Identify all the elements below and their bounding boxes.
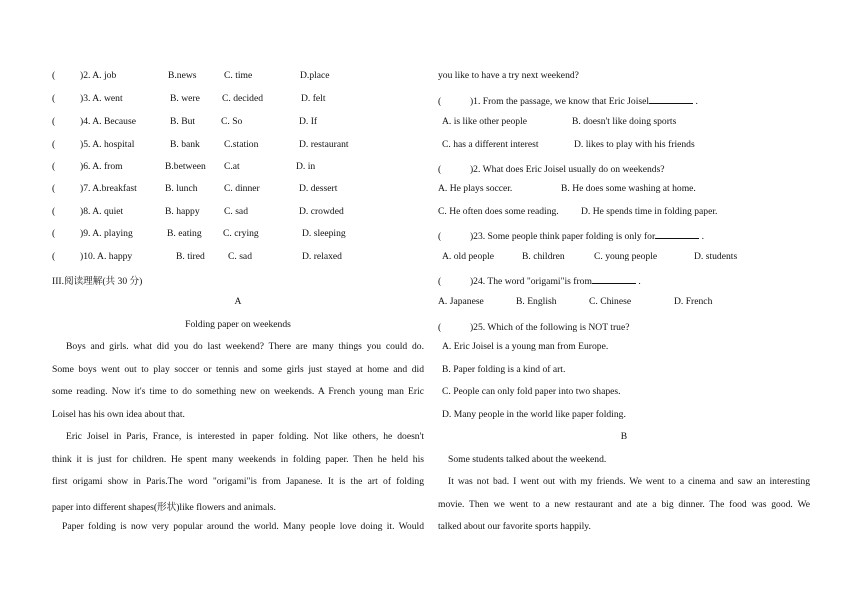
question-option-a: )8. A. quiet xyxy=(80,206,124,217)
question-2: ( )2. What does Eric Joisel usually do on weekends? xyxy=(438,164,665,175)
passage-line: Loisel has his own idea about that. xyxy=(52,409,185,420)
passage-line: Eric Joisel in Paris, France, is interested in paper folding. Not like others, he doesn't xyxy=(66,431,424,442)
option-d: D. likes to play with his friends xyxy=(574,139,695,150)
passage-continuation: you like to have a try next weekend? xyxy=(438,70,579,81)
option-a: A. He plays soccer. xyxy=(438,183,513,194)
question-option-d: D. felt xyxy=(301,93,326,104)
question-option-c: C. sad xyxy=(224,206,248,217)
answer-blank[interactable] xyxy=(649,95,693,104)
option-b: B. English xyxy=(516,296,557,307)
answer-bracket[interactable]: ( xyxy=(52,228,56,239)
question-option-a: )7. A.breakfast xyxy=(80,183,137,194)
section-heading: III.阅读理解(共 30 分) xyxy=(52,276,143,287)
option-d: D. Many people in the world like paper folding. xyxy=(442,409,626,420)
question-option-a: )10. A. happy xyxy=(80,251,133,262)
answer-bracket[interactable]: ( xyxy=(52,161,56,172)
answer-bracket[interactable]: ( xyxy=(52,93,56,104)
option-b: B. Paper folding is a kind of art. xyxy=(442,364,566,375)
question-option-a: )6. A. from xyxy=(80,161,123,172)
question-option-c: C. So xyxy=(221,116,243,127)
answer-bracket[interactable]: ( xyxy=(52,139,56,150)
passage-line: It was not bad. I went out with my friends. We went to a cinema and saw an interesting xyxy=(448,476,810,487)
question-option-c: C. crying xyxy=(223,228,259,239)
question-option-a: )4. A. Because xyxy=(80,116,136,127)
option-b: B. children xyxy=(522,251,565,262)
question-option-c: C.station xyxy=(224,139,259,150)
option-c: C. People can only fold paper into two shapes. xyxy=(442,386,621,397)
question-option-d: D. in xyxy=(296,161,316,172)
answer-blank[interactable] xyxy=(655,230,699,239)
question-option-d: D. If xyxy=(299,116,318,127)
question-23 xyxy=(438,228,704,242)
question-option-b: B.news xyxy=(168,70,197,81)
passage-line: think it is just for children. He spent many weekends in folding paper. Then he held his xyxy=(52,454,424,465)
option-d: D. students xyxy=(694,251,738,262)
question-option-b: B. happy xyxy=(165,206,200,217)
question-option-a: )5. A. hospital xyxy=(80,139,135,150)
question-option-b: B. eating xyxy=(167,228,202,239)
question-option-d: D. sleeping xyxy=(302,228,346,239)
option-a: A. Japanese xyxy=(438,296,484,307)
question-option-a: )3. A. went xyxy=(80,93,123,104)
question-option-c: C. dinner xyxy=(224,183,260,194)
option-b: B. He does some washing at home. xyxy=(561,183,696,194)
answer-bracket[interactable]: ( xyxy=(52,183,56,194)
question-option-a: )2. A. job xyxy=(80,70,117,81)
question-option-b: B. lunch xyxy=(165,183,198,194)
option-d: D. He spends time in folding paper. xyxy=(581,206,718,217)
passage-line: Some boys went out to play soccer or tennis and some girls just stayed at home and did xyxy=(52,364,424,375)
answer-bracket[interactable]: ( xyxy=(52,206,56,217)
passage-line: some reading. Now it's time to do something new on weekends. A French young man Eric xyxy=(52,386,424,397)
passage-line: movie. Then we went to a new restaurant and ate a big dinner. The food was good. We xyxy=(438,499,810,510)
question-option-d: D. restaurant xyxy=(299,139,349,150)
question-1 xyxy=(438,93,698,107)
question-option-c: C. time xyxy=(224,70,253,81)
passage-line: Paper folding is now very popular around the world. Many people love doing it. Would xyxy=(62,521,424,532)
question-option-b: B. bank xyxy=(170,139,200,150)
question-option-b: B. were xyxy=(170,93,200,104)
passage-line: first origami show in Paris.The word "origami"is from Japanese. It is the art of folding xyxy=(52,476,424,487)
question-option-d: D. dessert xyxy=(299,183,338,194)
answer-bracket[interactable]: ( xyxy=(52,116,56,127)
option-a: A. Eric Joisel is a young man from Europe. xyxy=(442,341,609,352)
question-option-d: D. relaxed xyxy=(302,251,342,262)
option-a: A. old people xyxy=(442,251,494,262)
answer-bracket[interactable]: ( xyxy=(52,251,56,262)
answer-blank[interactable] xyxy=(592,275,636,284)
question-24 xyxy=(438,273,641,287)
passage-line: Boys and girls. what did you do last weekend? There are many things you could do. xyxy=(66,341,424,352)
option-c: C. young people xyxy=(594,251,658,262)
passage-label: B xyxy=(620,431,628,442)
question-option-b: B. tired xyxy=(176,251,205,262)
passage-line: paper into different shapes(形状)like flowers and animals. xyxy=(52,502,276,513)
answer-bracket[interactable]: ( xyxy=(52,70,56,81)
passage-line: Some students talked about the weekend. xyxy=(448,454,607,465)
option-b: B. doesn't like doing sports xyxy=(572,116,677,127)
option-c: C. He often does some reading. xyxy=(438,206,559,217)
option-d: D. French xyxy=(674,296,713,307)
passage-label: A xyxy=(234,296,242,307)
question-option-c: C. sad xyxy=(228,251,252,262)
question-option-b: B.between xyxy=(165,161,206,172)
question-option-b: B. But xyxy=(170,116,196,127)
question-tail: . xyxy=(638,276,641,287)
question-option-d: D. crowded xyxy=(299,206,344,217)
question-text: ( )24. The word "origami"is from xyxy=(438,276,592,287)
question-tail: . xyxy=(701,231,704,242)
option-a: A. is like other people xyxy=(442,116,527,127)
option-c: C. has a different interest xyxy=(442,139,539,150)
option-c: C. Chinese xyxy=(589,296,632,307)
question-25: ( )25. Which of the following is NOT true? xyxy=(438,322,630,333)
passage-title: Folding paper on weekends xyxy=(185,319,291,330)
question-option-a: )9. A. playing xyxy=(80,228,133,239)
question-text: ( )23. Some people think paper folding is only for xyxy=(438,231,656,242)
question-option-c: C.at xyxy=(224,161,240,172)
question-text: ( )1. From the passage, we know that Eric Joisel xyxy=(438,96,650,107)
question-option-c: C. decided xyxy=(222,93,264,104)
passage-line: talked about our favorite sports happily. xyxy=(438,521,591,532)
question-tail: . xyxy=(695,96,698,107)
question-option-d: D.place xyxy=(300,70,330,81)
